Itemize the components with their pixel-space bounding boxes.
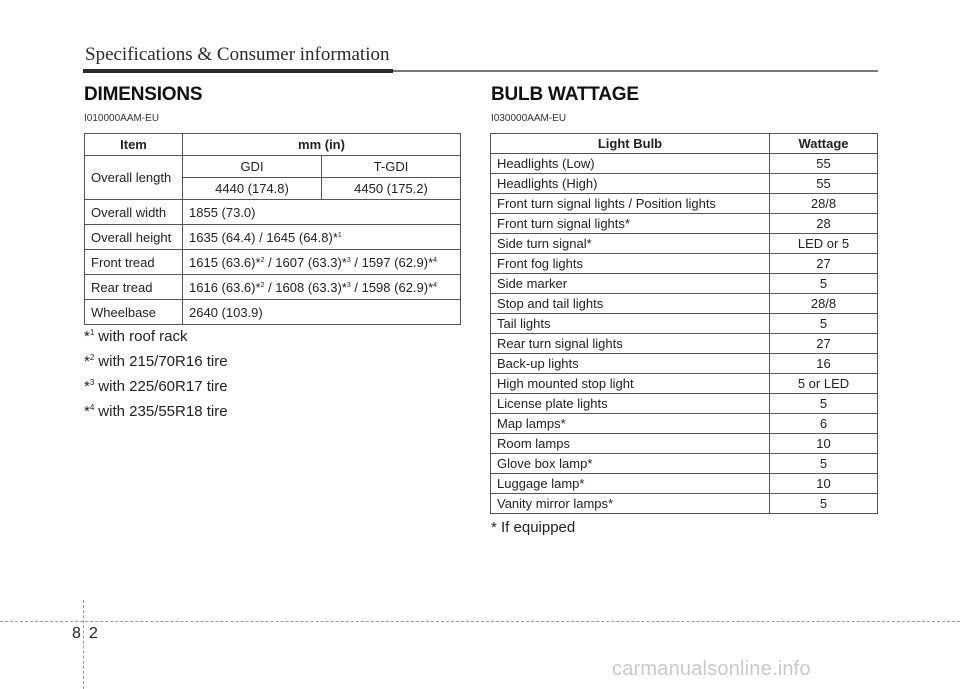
table-row: [491, 214, 878, 234]
row-label-overall-height: Overall height: [85, 225, 183, 250]
table-row: [491, 234, 878, 254]
bulb-name-cell: Front turn signal lights*: [491, 214, 770, 234]
footnote-item: *$^4$ with 235/55R18 tire: [84, 403, 228, 420]
table-row: [491, 394, 878, 414]
value-wheelbase: 2640 (103.9): [183, 300, 461, 325]
footer-dashed-divider: [83, 600, 84, 689]
value-front-tread: 1615 (63.6)*$^2$ / 1607 (63.3)*$^3$ / 1597 (62.9)*$^4$: [183, 250, 461, 275]
column-header-mm: mm (in): [183, 134, 461, 156]
row-label-rear-tread: Rear tread: [85, 275, 183, 300]
bulb-name-cell: Glove box lamp*: [491, 454, 770, 474]
page-header-title: Specifications & Consumer information: [85, 44, 390, 65]
dimensions-code: I010000AAM-EU: [84, 113, 160, 124]
wattage-cell: 5: [770, 274, 878, 294]
if-equipped-note: * If equipped: [491, 519, 576, 536]
table-row: [85, 250, 461, 275]
wattage-cell: 27: [770, 254, 878, 274]
subheader-gdi: GDI: [183, 156, 322, 178]
wattage-cell: 5: [770, 314, 878, 334]
wattage-cell: 28: [770, 214, 878, 234]
footnote-item: *$^3$ with 225/60R17 tire: [84, 378, 228, 395]
bulb-name-cell: Vanity mirror lamps*: [491, 494, 770, 514]
page-number: 2: [89, 625, 98, 642]
bulb-name-cell: Tail lights: [491, 314, 770, 334]
column-header-item: Item: [85, 134, 183, 156]
table-row: [491, 434, 878, 454]
header-rule-light: [393, 70, 878, 72]
wattage-cell: 5: [770, 394, 878, 414]
wattage-cell: LED or 5: [770, 234, 878, 254]
table-row: [491, 354, 878, 374]
column-header-wattage: Wattage: [770, 134, 878, 154]
bulb-name-cell: Stop and tail lights: [491, 294, 770, 314]
table-row: [491, 334, 878, 354]
table-row: [85, 225, 461, 250]
wattage-cell: 55: [770, 174, 878, 194]
value-tgdi-length: 4450 (175.2): [322, 178, 461, 200]
wattage-cell: 5: [770, 454, 878, 474]
bulb-wattage-code: I030000AAM-EU: [491, 113, 567, 124]
value-overall-height: 1635 (64.4) / 1645 (64.8)*$^1$: [183, 225, 461, 250]
table-row: [491, 174, 878, 194]
table-row: [85, 300, 461, 325]
table-row: [85, 200, 461, 225]
subheader-tgdi: T-GDI: [322, 156, 461, 178]
bulb-name-cell: Room lamps: [491, 434, 770, 454]
footnote-item: *$^1$ with roof rack: [84, 328, 188, 345]
wattage-cell: 10: [770, 434, 878, 454]
table-row: [491, 254, 878, 274]
bulb-wattage-table: [490, 133, 878, 514]
wattage-cell: 16: [770, 354, 878, 374]
bulb-name-cell: Rear turn signal lights: [491, 334, 770, 354]
table-row: [491, 414, 878, 434]
watermark: carmanualsonline.info: [612, 658, 811, 680]
row-label-overall-length: Overall length: [85, 156, 183, 200]
table-header-row: [491, 134, 878, 154]
table-row: [491, 454, 878, 474]
header-rule-dark: [83, 69, 393, 73]
bulb-name-cell: Back-up lights: [491, 354, 770, 374]
value-rear-tread: 1616 (63.6)*$^2$ / 1608 (63.3)*$^3$ / 1598 (62.9)*$^4$: [183, 275, 461, 300]
table-row: [491, 274, 878, 294]
wattage-cell: 5: [770, 494, 878, 514]
bulb-name-cell: Headlights (High): [491, 174, 770, 194]
bulb-name-cell: Front fog lights: [491, 254, 770, 274]
wattage-cell: 27: [770, 334, 878, 354]
bulb-name-cell: License plate lights: [491, 394, 770, 414]
table-row: [491, 494, 878, 514]
table-row: [491, 374, 878, 394]
row-label-front-tread: Front tread: [85, 250, 183, 275]
table-row: [85, 156, 461, 178]
bulb-name-cell: Front turn signal lights / Position lights: [491, 194, 770, 214]
footer-dashed-rule: [0, 621, 960, 622]
dimensions-table: [84, 133, 461, 325]
footnote-item: *$^2$ with 215/70R16 tire: [84, 353, 228, 370]
row-label-wheelbase: Wheelbase: [85, 300, 183, 325]
wattage-cell: 6: [770, 414, 878, 434]
bulb-name-cell: High mounted stop light: [491, 374, 770, 394]
bulb-name-cell: Side turn signal*: [491, 234, 770, 254]
table-row: [491, 314, 878, 334]
row-label-overall-width: Overall width: [85, 200, 183, 225]
value-overall-width: 1855 (73.0): [183, 200, 461, 225]
chapter-number: 8: [72, 625, 81, 642]
table-row: [491, 474, 878, 494]
table-row: [491, 294, 878, 314]
bulb-name-cell: Side marker: [491, 274, 770, 294]
table-row: [491, 154, 878, 174]
bulb-wattage-title: BULB WATTAGE: [491, 84, 639, 105]
column-header-light-bulb: Light Bulb: [491, 134, 770, 154]
bulb-table-body: [491, 154, 878, 514]
wattage-cell: 28/8: [770, 294, 878, 314]
bulb-name-cell: Headlights (Low): [491, 154, 770, 174]
table-row: [85, 275, 461, 300]
wattage-cell: 28/8: [770, 194, 878, 214]
wattage-cell: 10: [770, 474, 878, 494]
table-header-row: [85, 134, 461, 156]
bulb-name-cell: Map lamps*: [491, 414, 770, 434]
table-row: [491, 194, 878, 214]
bulb-name-cell: Luggage lamp*: [491, 474, 770, 494]
dimensions-footnotes: [84, 322, 228, 422]
dimensions-title: DIMENSIONS: [84, 84, 203, 105]
wattage-cell: 5 or LED: [770, 374, 878, 394]
wattage-cell: 55: [770, 154, 878, 174]
value-gdi-length: 4440 (174.8): [183, 178, 322, 200]
